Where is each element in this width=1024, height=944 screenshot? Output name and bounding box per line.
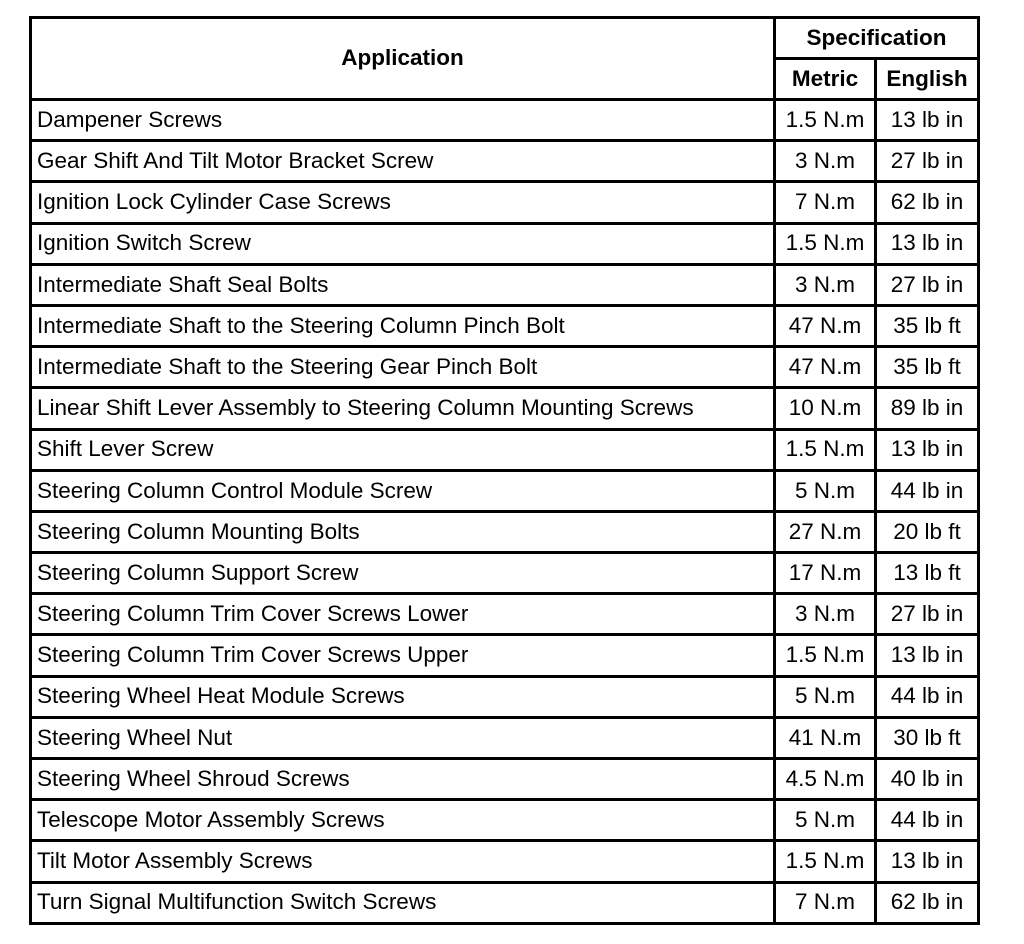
application-cell: Dampener Screws: [31, 100, 775, 141]
application-cell: Steering Column Mounting Bolts: [31, 511, 775, 552]
english-cell: 27 lb in: [876, 141, 979, 182]
application-cell: Steering Wheel Shroud Screws: [31, 759, 775, 800]
metric-cell: 3 N.m: [775, 264, 876, 305]
application-cell: Steering Wheel Nut: [31, 717, 775, 758]
metric-cell: 3 N.m: [775, 141, 876, 182]
table-row: [31, 305, 979, 346]
english-cell: 44 lb in: [876, 470, 979, 511]
application-cell: Intermediate Shaft to the Steering Gear Pinch Bolt: [31, 347, 775, 388]
application-cell: Tilt Motor Assembly Screws: [31, 841, 775, 882]
table-row: [31, 676, 979, 717]
table-row: [31, 470, 979, 511]
metric-cell: 41 N.m: [775, 717, 876, 758]
metric-cell: 4.5 N.m: [775, 759, 876, 800]
application-cell: Intermediate Shaft to the Steering Column Pinch Bolt: [31, 305, 775, 346]
table-row: [31, 264, 979, 305]
metric-header: Metric: [775, 59, 876, 100]
table-header: [31, 18, 979, 100]
metric-cell: 7 N.m: [775, 182, 876, 223]
metric-cell: 5 N.m: [775, 800, 876, 841]
metric-cell: 1.5 N.m: [775, 635, 876, 676]
english-cell: 30 lb ft: [876, 717, 979, 758]
table-row: [31, 800, 979, 841]
english-cell: 44 lb in: [876, 676, 979, 717]
application-cell: Ignition Switch Screw: [31, 223, 775, 264]
metric-cell: 47 N.m: [775, 347, 876, 388]
english-cell: 13 lb ft: [876, 553, 979, 594]
table-row: [31, 882, 979, 923]
table-row: [31, 594, 979, 635]
english-cell: 27 lb in: [876, 594, 979, 635]
metric-cell: 5 N.m: [775, 676, 876, 717]
table-row: [31, 223, 979, 264]
metric-cell: 27 N.m: [775, 511, 876, 552]
application-cell: Telescope Motor Assembly Screws: [31, 800, 775, 841]
english-cell: 62 lb in: [876, 882, 979, 923]
table-row: [31, 388, 979, 429]
table-row: [31, 841, 979, 882]
table-row: [31, 100, 979, 141]
table-body: [31, 100, 979, 924]
application-cell: Steering Wheel Heat Module Screws: [31, 676, 775, 717]
specification-header: Specification: [775, 18, 979, 59]
metric-cell: 5 N.m: [775, 470, 876, 511]
english-cell: 27 lb in: [876, 264, 979, 305]
english-cell: 13 lb in: [876, 100, 979, 141]
application-cell: Ignition Lock Cylinder Case Screws: [31, 182, 775, 223]
table-row: [31, 635, 979, 676]
english-cell: 35 lb ft: [876, 305, 979, 346]
english-cell: 13 lb in: [876, 429, 979, 470]
english-cell: 40 lb in: [876, 759, 979, 800]
application-cell: Intermediate Shaft Seal Bolts: [31, 264, 775, 305]
english-cell: 44 lb in: [876, 800, 979, 841]
metric-cell: 1.5 N.m: [775, 100, 876, 141]
application-header: Application: [31, 18, 775, 100]
table-row: [31, 347, 979, 388]
table-row: [31, 759, 979, 800]
application-cell: Steering Column Trim Cover Screws Upper: [31, 635, 775, 676]
application-cell: Steering Column Control Module Screw: [31, 470, 775, 511]
english-header: English: [876, 59, 979, 100]
table-row: [31, 429, 979, 470]
application-cell: Steering Column Support Screw: [31, 553, 775, 594]
english-cell: 20 lb ft: [876, 511, 979, 552]
metric-cell: 3 N.m: [775, 594, 876, 635]
metric-cell: 17 N.m: [775, 553, 876, 594]
english-cell: 62 lb in: [876, 182, 979, 223]
metric-cell: 1.5 N.m: [775, 429, 876, 470]
application-cell: Turn Signal Multifunction Switch Screws: [31, 882, 775, 923]
metric-cell: 47 N.m: [775, 305, 876, 346]
torque-spec-table: [29, 16, 980, 925]
application-cell: Gear Shift And Tilt Motor Bracket Screw: [31, 141, 775, 182]
application-cell: Steering Column Trim Cover Screws Lower: [31, 594, 775, 635]
table-row: [31, 141, 979, 182]
table-row: [31, 553, 979, 594]
metric-cell: 1.5 N.m: [775, 841, 876, 882]
table-row: [31, 511, 979, 552]
english-cell: 13 lb in: [876, 635, 979, 676]
metric-cell: 1.5 N.m: [775, 223, 876, 264]
english-cell: 13 lb in: [876, 841, 979, 882]
english-cell: 89 lb in: [876, 388, 979, 429]
application-cell: Shift Lever Screw: [31, 429, 775, 470]
metric-cell: 7 N.m: [775, 882, 876, 923]
metric-cell: 10 N.m: [775, 388, 876, 429]
english-cell: 13 lb in: [876, 223, 979, 264]
application-cell: Linear Shift Lever Assembly to Steering Column Mounting Screws: [31, 388, 775, 429]
table-row: [31, 182, 979, 223]
english-cell: 35 lb ft: [876, 347, 979, 388]
table-row: [31, 717, 979, 758]
